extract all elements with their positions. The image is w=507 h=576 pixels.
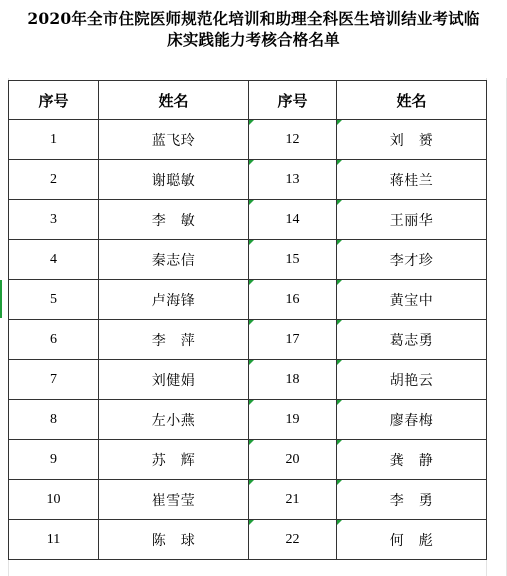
title-line-2: 床实践能力考核合格名单 xyxy=(167,30,340,49)
column-header-name-left[interactable]: 姓名 xyxy=(99,81,249,120)
cell-index-left[interactable]: 5 xyxy=(9,280,99,320)
cell-name-left[interactable]: 陈 球 xyxy=(99,520,249,560)
cell-index-right[interactable]: 16 xyxy=(249,280,337,320)
cell-error-indicator xyxy=(337,440,342,445)
column-header-index-left[interactable]: 序号 xyxy=(9,81,99,120)
table-row xyxy=(9,360,487,400)
cell-name-left[interactable]: 左小燕 xyxy=(99,400,249,440)
cell-error-indicator xyxy=(249,240,254,245)
table-row xyxy=(9,480,487,520)
cell-name-right[interactable]: 胡艳云 xyxy=(337,360,487,400)
table-row xyxy=(9,200,487,240)
cell-error-indicator xyxy=(337,120,342,125)
cell-error-indicator xyxy=(249,480,254,485)
cell-error-indicator xyxy=(337,160,342,165)
cell-name-left[interactable]: 李 敏 xyxy=(99,200,249,240)
cell-error-indicator xyxy=(337,280,342,285)
cell-name-right[interactable]: 何 彪 xyxy=(337,520,487,560)
cell-name-left[interactable]: 刘健娟 xyxy=(99,360,249,400)
table-row xyxy=(9,400,487,440)
title-line-1: 2020年全市住院医师规范化培训和助理全科医生培训结业考试临 xyxy=(27,9,480,28)
cell-index-left[interactable]: 7 xyxy=(9,360,99,400)
cell-error-indicator xyxy=(337,320,342,325)
cell-index-left[interactable]: 2 xyxy=(9,160,99,200)
cell-error-indicator xyxy=(249,520,254,525)
cell-index-left[interactable]: 9 xyxy=(9,440,99,480)
cell-index-right[interactable]: 19 xyxy=(249,400,337,440)
table-row xyxy=(9,120,487,160)
cell-error-indicator xyxy=(249,160,254,165)
table-row xyxy=(9,520,487,560)
cell-error-indicator xyxy=(249,200,254,205)
cell-name-right[interactable]: 黄宝中 xyxy=(337,280,487,320)
page-title xyxy=(0,8,507,50)
cell-index-right[interactable]: 14 xyxy=(249,200,337,240)
cell-index-left[interactable]: 10 xyxy=(9,480,99,520)
cell-error-indicator xyxy=(337,200,342,205)
cell-index-right[interactable]: 20 xyxy=(249,440,337,480)
cell-error-indicator xyxy=(337,400,342,405)
cell-index-right[interactable]: 12 xyxy=(249,120,337,160)
cell-name-left[interactable]: 卢海锋 xyxy=(99,280,249,320)
cell-index-left[interactable]: 11 xyxy=(9,520,99,560)
cell-error-indicator xyxy=(337,240,342,245)
table-body xyxy=(9,120,487,560)
table-row xyxy=(9,240,487,280)
cell-index-right[interactable]: 17 xyxy=(249,320,337,360)
cell-index-right[interactable]: 22 xyxy=(249,520,337,560)
cell-name-right[interactable]: 李才珍 xyxy=(337,240,487,280)
cell-error-indicator xyxy=(249,120,254,125)
cell-index-right[interactable]: 18 xyxy=(249,360,337,400)
cell-index-left[interactable]: 8 xyxy=(9,400,99,440)
cell-name-right[interactable]: 刘 赟 xyxy=(337,120,487,160)
cell-name-left[interactable]: 蓝飞玲 xyxy=(99,120,249,160)
cell-name-left[interactable]: 李 萍 xyxy=(99,320,249,360)
row-selection-marker xyxy=(0,280,2,318)
cell-error-indicator xyxy=(249,400,254,405)
cell-name-right[interactable]: 葛志勇 xyxy=(337,320,487,360)
column-header-index-right[interactable]: 序号 xyxy=(249,81,337,120)
column-header-name-right[interactable]: 姓名 xyxy=(337,81,487,120)
cell-index-right[interactable]: 15 xyxy=(249,240,337,280)
cell-name-right[interactable]: 蒋桂兰 xyxy=(337,160,487,200)
cell-name-right[interactable]: 王丽华 xyxy=(337,200,487,240)
cell-error-indicator xyxy=(249,320,254,325)
cell-name-right[interactable]: 李 勇 xyxy=(337,480,487,520)
cell-error-indicator xyxy=(249,440,254,445)
qualified-roster-table xyxy=(8,80,487,560)
cell-error-indicator xyxy=(337,520,342,525)
cell-index-left[interactable]: 1 xyxy=(9,120,99,160)
cell-index-right[interactable]: 13 xyxy=(249,160,337,200)
table-row xyxy=(9,320,487,360)
cell-error-indicator xyxy=(337,360,342,365)
cell-name-left[interactable]: 谢聪敏 xyxy=(99,160,249,200)
cell-name-right[interactable]: 龚 静 xyxy=(337,440,487,480)
cell-name-right[interactable]: 廖春梅 xyxy=(337,400,487,440)
cell-name-left[interactable]: 苏 辉 xyxy=(99,440,249,480)
cell-error-indicator xyxy=(337,480,342,485)
cell-index-right[interactable]: 21 xyxy=(249,480,337,520)
table-row xyxy=(9,440,487,480)
cell-name-left[interactable]: 秦志信 xyxy=(99,240,249,280)
table-row xyxy=(9,280,487,320)
cell-index-left[interactable]: 6 xyxy=(9,320,99,360)
cell-index-left[interactable]: 3 xyxy=(9,200,99,240)
cell-name-left[interactable]: 崔雪莹 xyxy=(99,480,249,520)
table-row xyxy=(9,160,487,200)
cell-index-left[interactable]: 4 xyxy=(9,240,99,280)
cell-error-indicator xyxy=(249,360,254,365)
table-header-row xyxy=(9,81,487,120)
cell-error-indicator xyxy=(249,280,254,285)
